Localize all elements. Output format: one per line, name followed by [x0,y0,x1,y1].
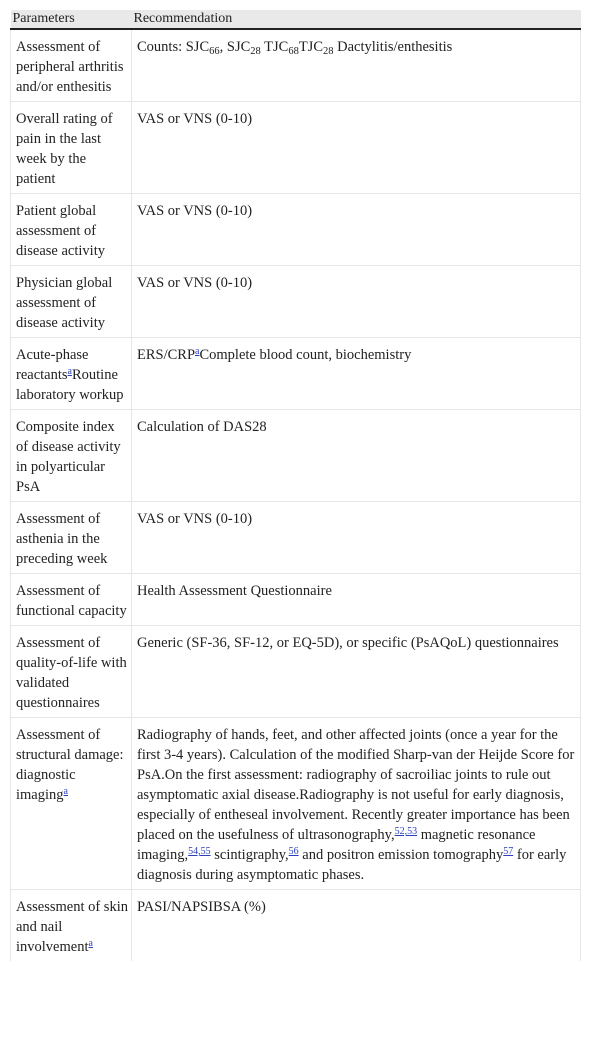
table-row [11,194,581,266]
param-cell: Physician global assessment of disease activity [11,266,132,338]
footnote-link[interactable]: a [67,366,72,377]
rec-text: ERS/CRP [137,347,196,363]
table-header-row [11,10,581,29]
subscript: 66 [209,46,220,57]
param-cell: Composite index of disease activity in polyarticular PsA [11,410,132,502]
header-recommendation: Recommendation [132,10,581,29]
table-row [11,102,581,194]
rec-text: , SJC [219,39,251,55]
rec-cell [132,29,581,102]
param-cell: Assessment of peripheral arthritis and/or enthesitis [11,29,132,102]
rec-text: scintigraphy, [210,847,289,863]
rec-text: and positron emission tomography [298,847,504,863]
rec-text: for early diagnosis during asymptomatic phases. [137,847,567,883]
table-row [11,718,581,890]
table-row [11,266,581,338]
rec-cell [132,718,581,890]
citation-link[interactable]: 52,53 [394,826,418,837]
rec-cell: Calculation of DAS28 [132,410,581,502]
rec-text: TJC [260,39,289,55]
rec-cell: VAS or VNS (0-10) [132,194,581,266]
param-cell [11,890,132,962]
subscript: 28 [322,46,334,57]
param-text: Assessment of skin and nail involvement [16,899,128,955]
footnote-link[interactable]: a [195,346,200,357]
param-cell: Assessment of quality-of-life with validated questionnaires [11,626,132,718]
header-parameters: Parameters [11,10,132,29]
rec-cell: VAS or VNS (0-10) [132,502,581,574]
footnote-link[interactable]: a [88,938,93,949]
recommendations-table-container [10,10,580,961]
citation-link[interactable]: 57 [503,846,514,857]
param-cell: Assessment of functional capacity [11,574,132,626]
rec-cell: VAS or VNS (0-10) [132,102,581,194]
citation-link[interactable]: 56 [288,846,299,857]
rec-cell: Generic (SF-36, SF-12, or EQ-5D), or specific (PsAQoL) questionnaires [132,626,581,718]
subscript: 28 [250,46,261,57]
table-row [11,574,581,626]
param-text: Routine laboratory workup [16,367,124,403]
rec-text: Counts: SJC [137,39,210,55]
rec-text: Complete blood count, biochemistry [199,347,412,363]
rec-text: TJC [298,39,323,55]
rec-cell: PASI/NAPSIBSA (%) [132,890,581,962]
subscript: 68 [288,46,299,57]
rec-text: Radiography of hands, feet, and other affected joints (once a year for the first 3-4 years). Calculation of the modified Sharp-van der Heijde Score for PsA.On the first assessment: radiography of sacroiliac joints to rule out asymptomatic axial disease.Radiography is not useful for early diagnosis, especially of entheseal involvement. Recently greater importance has been placed on the usefulness of ultrasonography, [137,727,575,843]
rec-cell: VAS or VNS (0-10) [132,266,581,338]
table-row [11,29,581,102]
param-cell: Assessment of asthenia in the preceding week [11,502,132,574]
param-cell: Overall rating of pain in the last week by the patient [11,102,132,194]
param-text: Acute-phase reactants [16,347,89,383]
rec-text: Dactylitis/enthesitis [333,39,453,55]
param-text: Assessment of structural damage: diagnostic imaging [16,727,124,803]
table-row [11,338,581,410]
rec-cell: Health Assessment Questionnaire [132,574,581,626]
rec-cell [132,338,581,410]
table-row [11,890,581,962]
param-cell [11,338,132,410]
param-cell: Patient global assessment of disease activity [11,194,132,266]
table-row [11,410,581,502]
param-cell [11,718,132,890]
footnote-link[interactable]: a [63,786,68,797]
recommendations-table [10,10,581,961]
table-row [11,502,581,574]
table-row [11,626,581,718]
citation-link[interactable]: 54,55 [188,846,211,857]
rec-text: magnetic resonance imaging, [137,827,536,863]
